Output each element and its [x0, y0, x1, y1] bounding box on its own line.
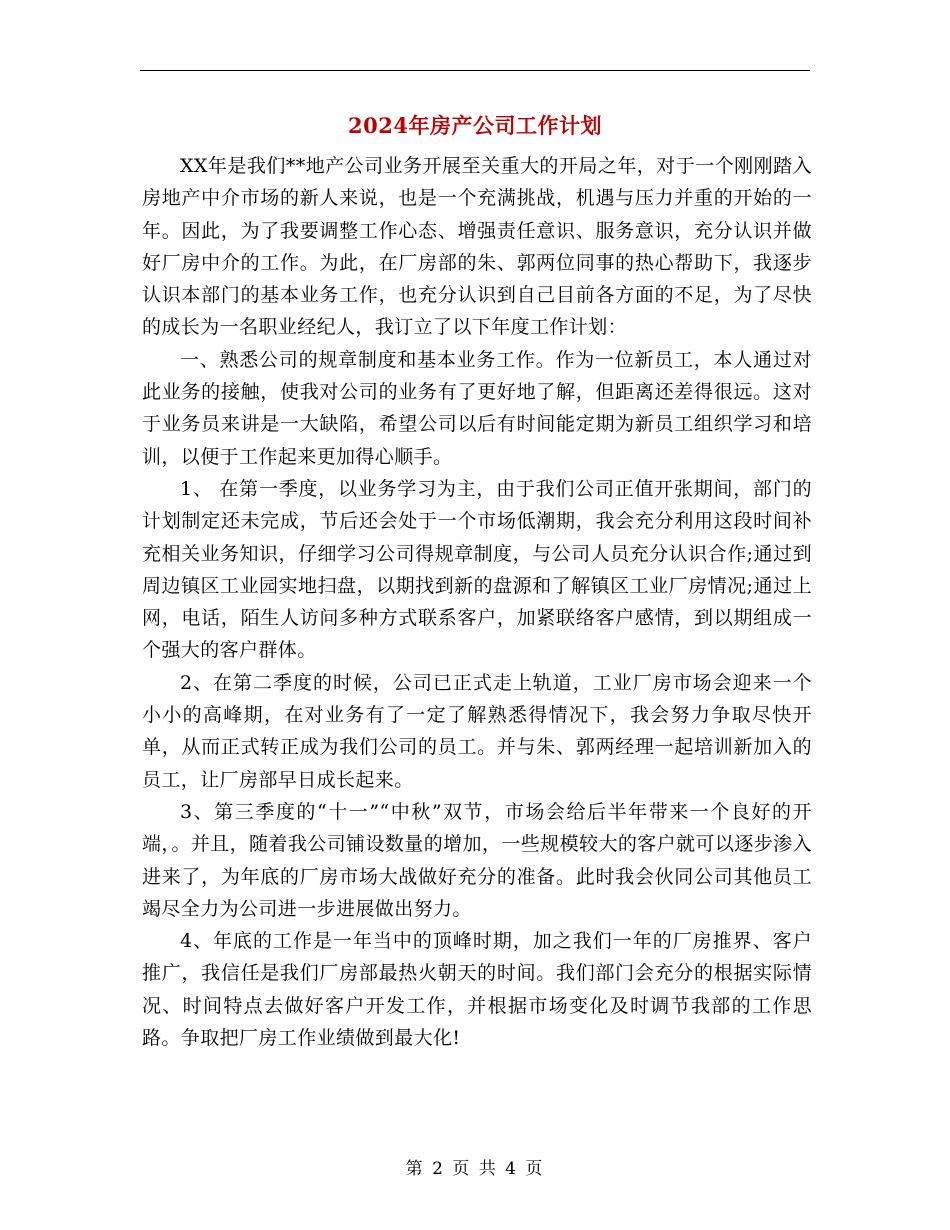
- paragraph-section-one: 一、熟悉公司的规章制度和基本业务工作。作为一位新员工，本人通过对此业务的接触，使我对公司的业务有了更好地了解，但距离还差得很远。这对于业务员来讲是一大缺陷，希望公司以后有时间能定期为新员工组织学习和培训，以便于工作起来更加得心顺手。: [142, 348, 812, 468]
- paragraph-q1: 1、 在第一季度，以业务学习为主，由于我们公司正值开张期间，部门的计划制定还未完成，节后还会处于一个市场低潮期，我会充分利用这段时间补充相关业务知识，仔细学习公司得规章制度，与公司人员充分认识合作;通过到周边镇区工业园实地扫盘，以期找到新的盘源和了解镇区工业厂房情况;通过上网，电话，陌生人访问多种方式联系客户，加紧联络客户感情，到以期组成一个强大的客户群体。: [142, 477, 812, 662]
- page-number-footer: 第 2 页 共 4 页: [405, 1159, 545, 1179]
- paragraph-year-end: 4、年底的工作是一年当中的顶峰时期，加之我们一年的厂房推界、客户推广，我信任是我们厂房部最热火朝天的时间。我们部门会充分的根据实际情况、时间特点去做好客户开发工作，并根据市场变化及时调节我部的工作思路。争取把厂房工作业绩做到最大化!: [142, 930, 812, 1050]
- paragraph-q3: 3、第三季度的“十一”“中秋”双节，市场会给后半年带来一个良好的开端，。并且，随着我公司铺设数量的增加，一些规模较大的客户就可以逐步渗入进来了，为年底的厂房市场大战做好充分的准备。此时我会伙同公司其他员工竭尽全力为公司进一步进展做出努力。: [142, 800, 812, 920]
- paragraph-intro: XX年是我们**地产公司业务开展至关重大的开局之年，对于一个刚刚踏入房地产中介市场的新人来说，也是一个充满挑战，机遇与压力并重的开始的一年。因此，为了我要调整工作心态、增强责任意识、服务意识，充分认识并做好厂房中介的工作。为此，在厂房部的朱、郭两位同事的热心帮助下，我逐步认识本部门的基本业务工作，也充分认识到自己目前各方面的不足，为了尽快的成长为一名职业经纪人，我订立了以下年度工作计划：: [142, 155, 812, 339]
- document-body: [142, 150, 812, 1054]
- document-title: 2024年房产公司工作计划: [348, 113, 602, 138]
- paragraph-q2: 2、在第二季度的时候，公司已正式走上轨道，工业厂房市场会迎来一个小小的高峰期，在对业务有了一定了解熟悉得情况下，我会努力争取尽快开单，从而正式转正成为我们公司的员工。并与朱、郭两经理一起培训新加入的员工，让厂房部早日成长起来。: [142, 671, 812, 791]
- header-rule: [140, 70, 810, 71]
